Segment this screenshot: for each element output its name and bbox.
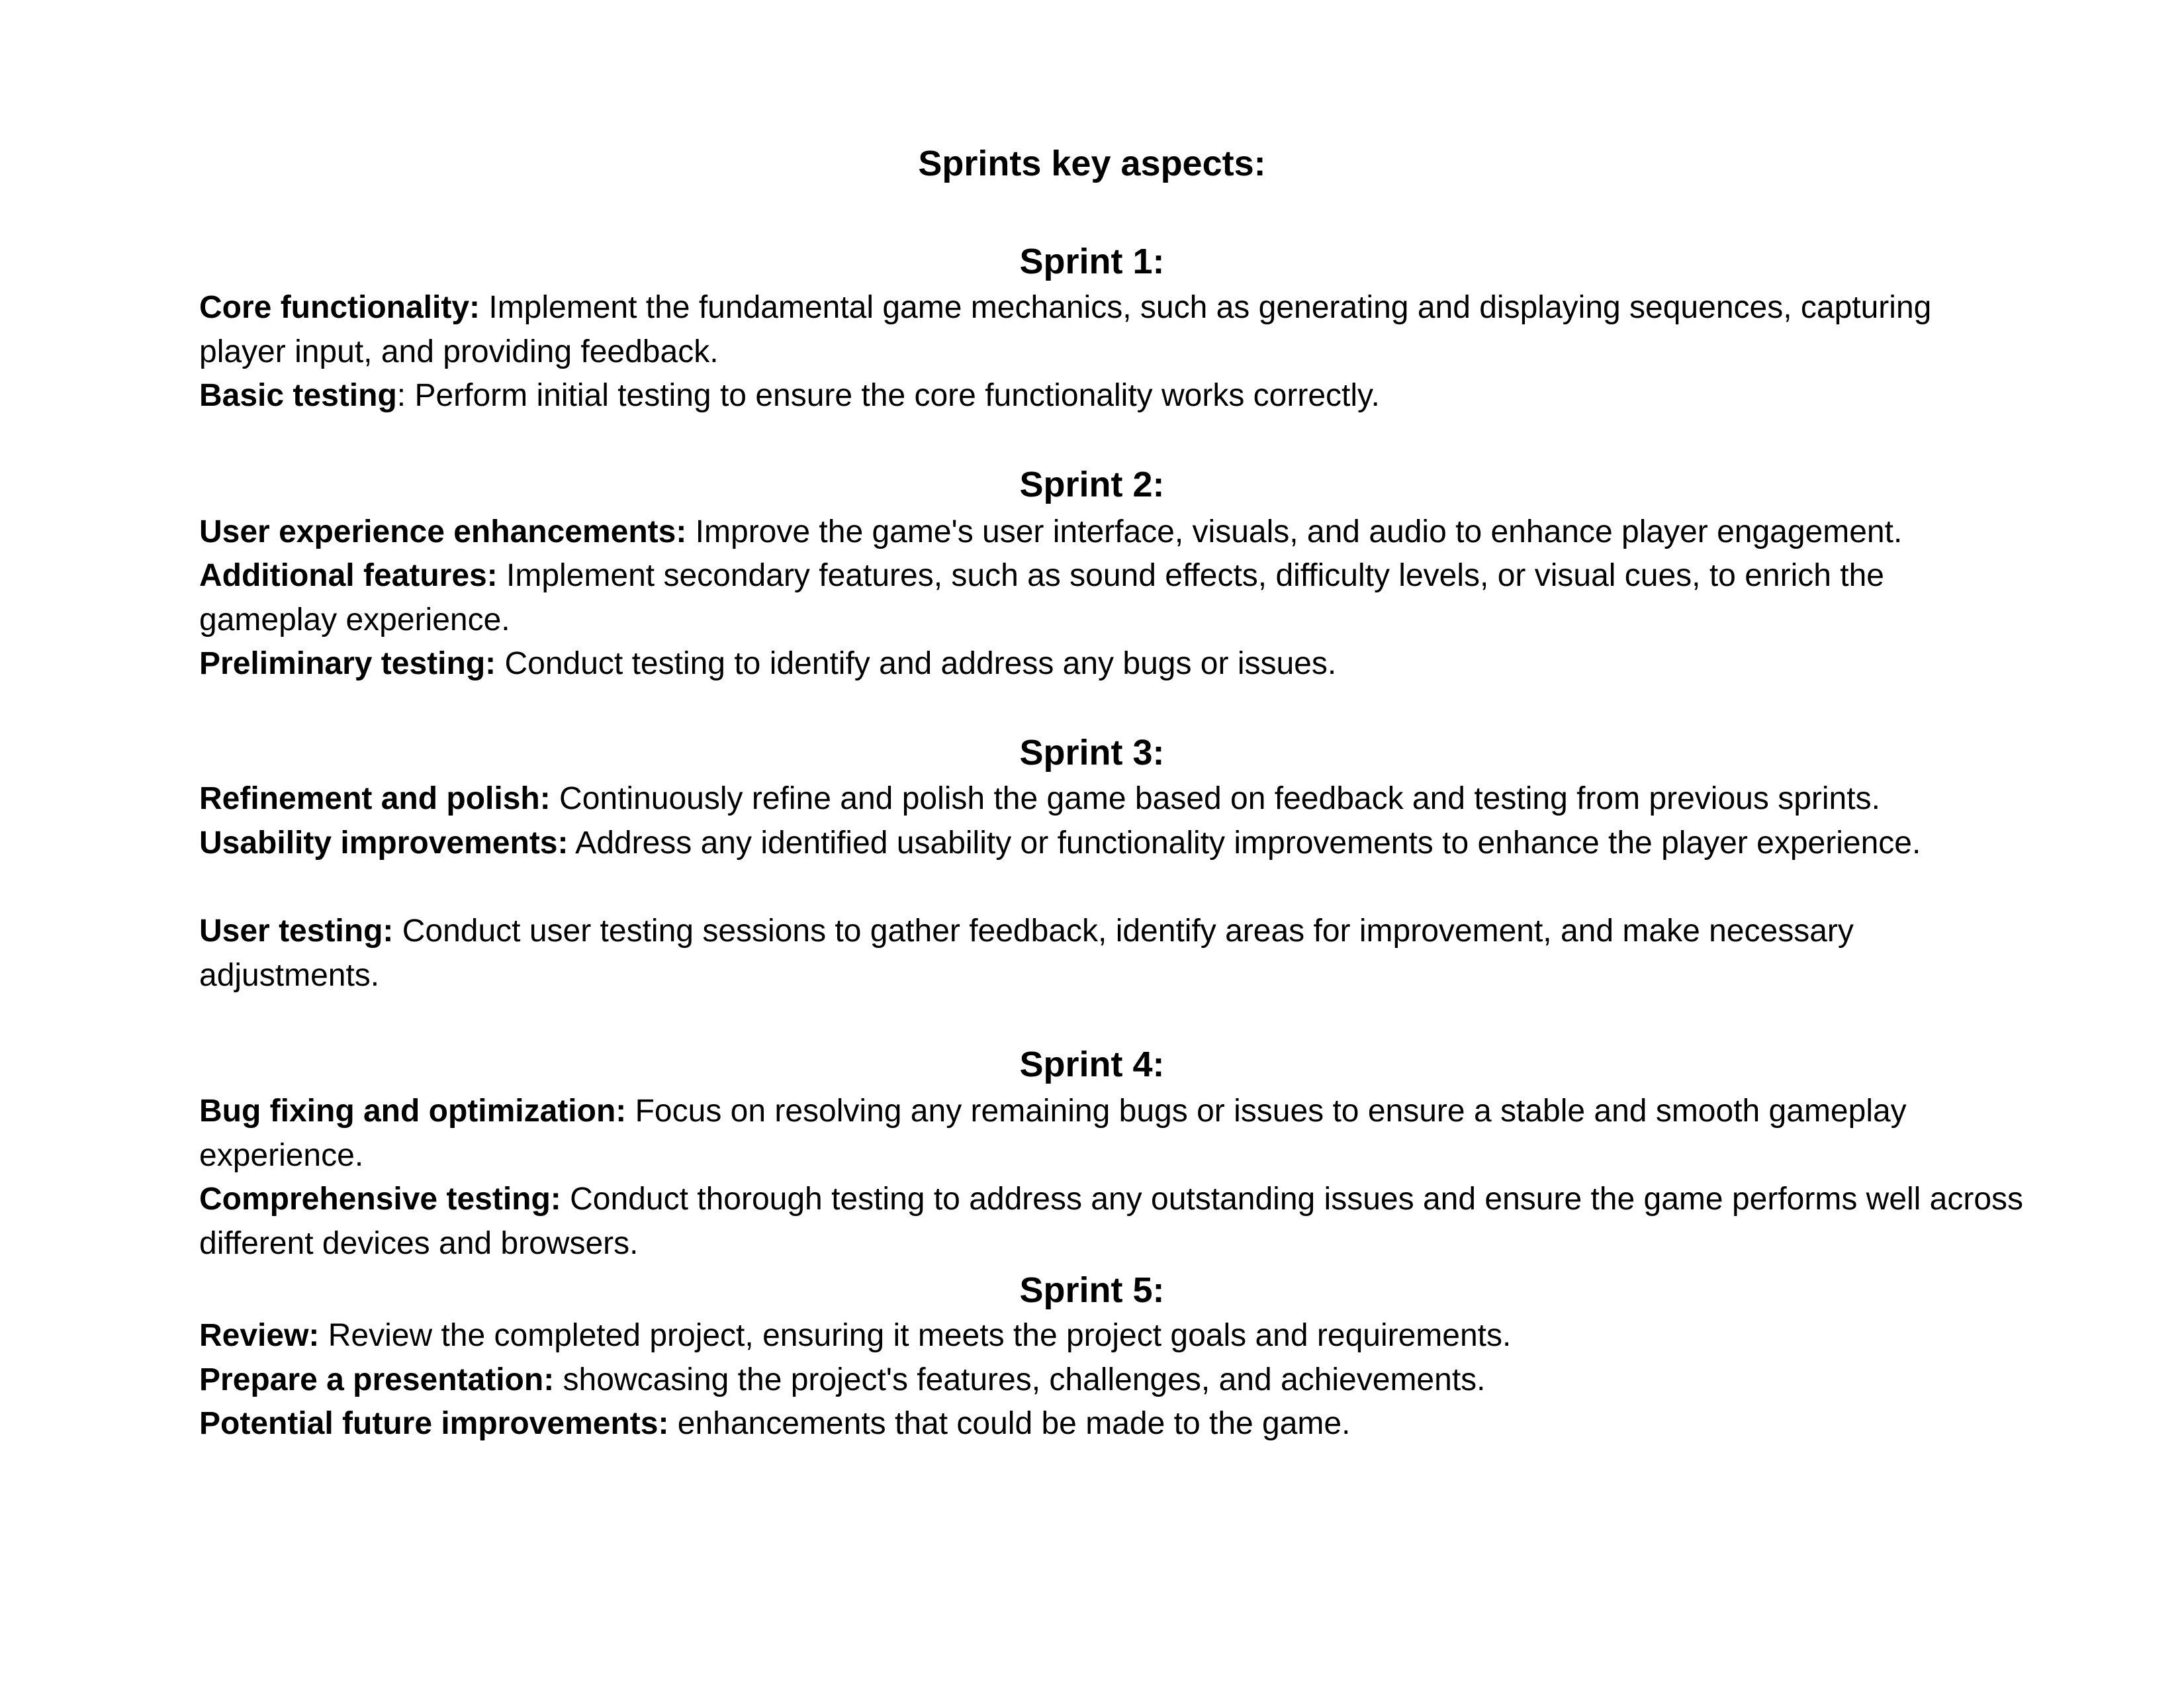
sprint-5-item-review [199,1314,2026,1358]
item-label: User testing: [199,914,394,949]
item-text: Review the completed project, ensuring it meets the project goals and requirements. [319,1318,1512,1353]
sprint-3-item-usability [199,821,2026,866]
item-text: Conduct testing to identify and address any bugs or issues. [496,646,1337,681]
item-text: : Perform initial testing to ensure the core functionality works correctly. [396,378,1380,413]
sprint-1-heading: Sprint 1: [1019,242,1165,281]
item-label: Potential future improvements: [199,1406,669,1441]
item-label: Core functionality: [199,290,480,325]
sprint-1-item-basic-testing [199,374,2026,418]
item-text: Continuously refine and polish the game based on feedback and testing from previous sprints. [550,781,1880,816]
sprint-4-item-bug-fixing [199,1090,2026,1178]
document-title: Sprints key aspects: [918,144,1266,183]
sprint-3-item-refinement [199,777,2026,821]
item-text: enhancements that could be made to the game. [668,1406,1351,1441]
item-text: Implement secondary features, such as sound effects, difficulty levels, or visual cues, to enrich the gameplay experience. [199,558,1884,637]
item-text: Address any identified usability or functionality improvements to enhance the player experience. [568,825,1921,861]
sprint-3-item-user-testing [199,910,2026,998]
sprint-2-item-additional-features [199,554,2026,642]
item-text: Focus on resolving any remaining bugs or issues to ensure a stable and smooth gameplay experience. [199,1094,1907,1173]
item-label: Basic testing [199,378,397,413]
item-label: Bug fixing and optimization: [199,1094,627,1129]
item-label: Refinement and polish: [199,781,551,816]
item-text: showcasing the project's features, challenges, and achievements. [554,1362,1486,1397]
item-text: Implement the fundamental game mechanics, such as generating and displaying sequences, capturing player input, and providing feedback. [199,290,1932,369]
sprint-4-item-comprehensive-testing [199,1178,2026,1266]
item-text: Improve the game's user interface, visuals, and audio to enhance player engagement. [686,514,1903,549]
item-label: User experience enhancements: [199,514,687,549]
item-text: Conduct thorough testing to address any outstanding issues and ensure the game performs well across different devices and browsers. [199,1182,2024,1261]
item-label: Additional features: [199,558,498,593]
item-text: Conduct user testing sessions to gather feedback, identify areas for improvement, and make necessary adjustments. [199,914,1854,993]
sprint-5-item-future-improvements [199,1402,2026,1446]
item-label: Usability improvements: [199,825,569,861]
sprint-3-heading: Sprint 3: [1019,733,1165,773]
sprint-2-heading: Sprint 2: [1019,465,1165,504]
sprint-2-item-user-experience [199,510,2026,555]
sprint-5-heading: Sprint 5: [1019,1270,1165,1310]
sprint-5-item-presentation [199,1358,2026,1403]
item-label: Prepare a presentation: [199,1362,555,1397]
sprint-4-heading: Sprint 4: [1019,1045,1165,1084]
item-label: Review: [199,1318,320,1353]
sprint-1-item-core-functionality [199,286,2026,374]
item-label: Preliminary testing: [199,646,496,681]
sprint-2-item-preliminary-testing [199,642,2026,686]
item-label: Comprehensive testing: [199,1182,561,1217]
